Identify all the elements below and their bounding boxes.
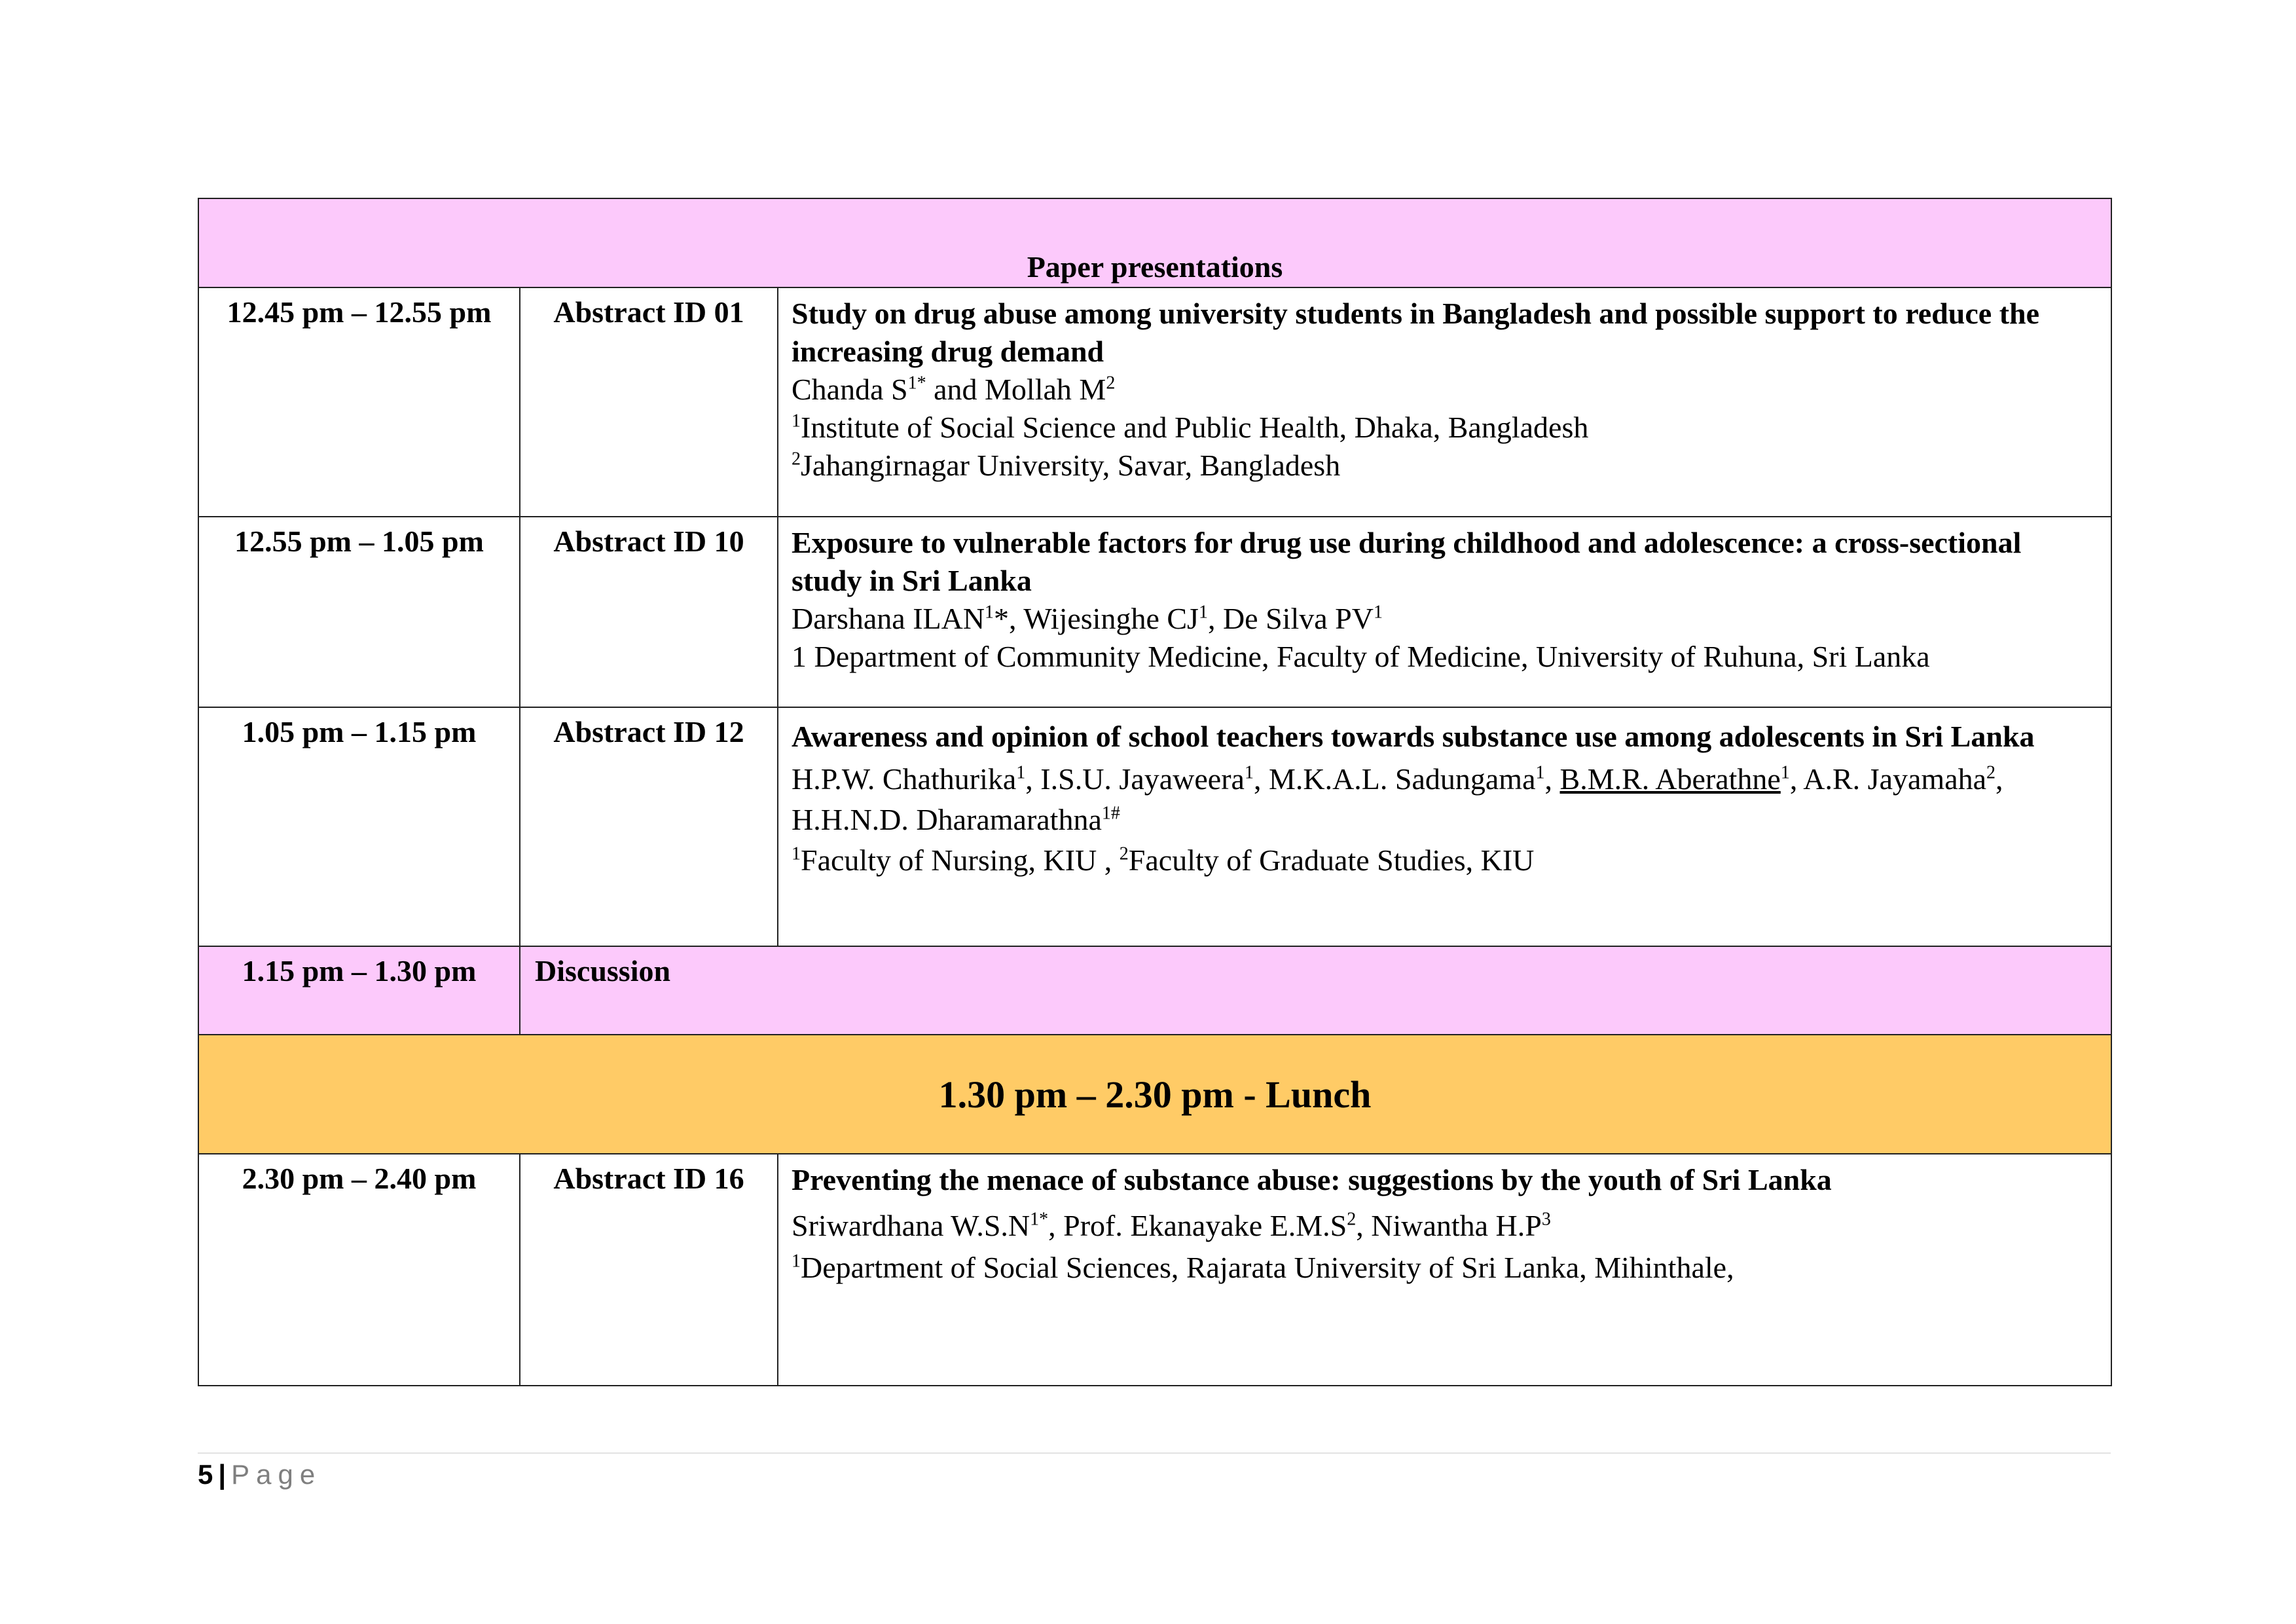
paper-title: Study on drug abuse among university students in Bangladesh and possible support to reduce the increasing drug demand [792,297,2040,368]
session-row [198,517,2111,707]
text-run: , A.R. Jayamaha [1789,762,1987,796]
superscript-marker: 1 [1198,602,1208,623]
underlined-author: B.M.R. Aberathne [1559,762,1781,796]
section-header: Paper presentations [198,198,2111,287]
footer-separator: | [218,1459,227,1490]
text-run: Jahangirnagar University, Savar, Bangladesh [801,449,1341,482]
paper-authors [792,759,2098,840]
superscript-marker: 2 [1986,762,1996,783]
paper-affiliation [792,840,2098,881]
superscript-marker: 1 [1780,762,1790,783]
text-run: Institute of Social Science and Public Health, Dhaka, Bangladesh [801,411,1589,444]
program-table [198,198,2112,1386]
text-run: Darshana ILAN [792,602,985,635]
session-time: 1.05 pm – 1.15 pm [198,707,520,946]
superscript-marker: 1 [792,843,801,864]
paper-affiliation [792,1249,2098,1287]
session-content [778,287,2111,517]
superscript-marker: 1 [1535,762,1545,783]
paper-title: Exposure to vulnerable factors for drug use during childhood and adolescence: a cross-sectional study in Sri Lanka [792,526,2022,597]
text-run: *, Wijesinghe CJ [994,602,1199,635]
session-time: 12.45 pm – 12.55 pm [198,287,520,517]
superscript-marker: 1# [1101,803,1120,824]
text-run: 1 Department of Community Medicine, Faculty of Medicine, University of Ruhuna, Sri Lanka [792,640,1930,673]
discussion-label: Discussion [520,946,2111,1035]
text-run: , H.H.N.D. Dharamarathna [792,762,2003,836]
text-run: Department of Social Sciences, Rajarata University of Sri Lanka, Mihinthale, [801,1251,1734,1284]
page-number: 5 [198,1459,213,1490]
page-word: Page [231,1459,322,1490]
superscript-marker: 1 [1373,602,1383,623]
program-sheet [198,198,2111,1386]
text-run: Chanda S [792,373,908,406]
superscript-marker: 2 [1347,1209,1357,1230]
abstract-id: Abstract ID 12 [520,707,778,946]
paper-affiliation [792,447,2098,485]
text-run: , I.S.U. Jayaweera [1025,762,1245,796]
superscript-marker: 1 [792,1251,801,1272]
paper-title: Preventing the menace of substance abuse: suggestions by the youth of Sri Lanka [792,1163,1832,1196]
lunch-break: 1.30 pm – 2.30 pm - Lunch [198,1035,2111,1154]
text-run: , M.K.A.L. Sadungama [1253,762,1536,796]
text-run: and Mollah M [926,373,1106,406]
session-content [778,707,2111,946]
discussion-row [198,946,2111,1035]
superscript-marker: 1* [907,373,926,394]
footer-divider [198,1452,2111,1454]
superscript-marker: 1 [985,602,994,623]
superscript-marker: 1* [1030,1209,1049,1230]
text-run: , [1544,762,1560,796]
discussion-time: 1.15 pm – 1.30 pm [198,946,520,1035]
paper-authors [792,371,2098,409]
page-footer [198,1459,321,1490]
session-content [778,1154,2111,1386]
section-header-row [198,198,2111,287]
text-run: H.P.W. Chathurika [792,762,1017,796]
paper-authors [792,600,2098,638]
superscript-marker: 3 [1541,1209,1551,1230]
lunch-row [198,1035,2111,1154]
paper-title: Awareness and opinion of school teachers towards substance use among adolescents in Sri Lanka [792,720,2035,753]
text-run: Faculty of Graduate Studies, KIU [1128,843,1535,877]
abstract-id: Abstract ID 10 [520,517,778,707]
session-row [198,1154,2111,1386]
session-row [198,287,2111,517]
abstract-id: Abstract ID 16 [520,1154,778,1386]
paper-affiliation [792,638,2098,676]
session-time: 12.55 pm – 1.05 pm [198,517,520,707]
superscript-marker: 2 [1119,843,1129,864]
superscript-marker: 2 [1106,373,1116,394]
superscript-marker: 1 [792,411,801,432]
session-time: 2.30 pm – 2.40 pm [198,1154,520,1386]
text-run: , De Silva PV [1207,602,1374,635]
paper-authors [792,1207,2098,1245]
superscript-marker: 2 [792,449,801,470]
session-content [778,517,2111,707]
text-run: , Niwantha H.P [1356,1209,1542,1242]
text-run: Faculty of Nursing, KIU , [801,843,1120,877]
session-row [198,707,2111,946]
superscript-marker: 1 [1016,762,1026,783]
abstract-id: Abstract ID 01 [520,287,778,517]
paper-affiliation [792,409,2098,447]
superscript-marker: 1 [1244,762,1254,783]
text-run: , Prof. Ekanayake E.M.S [1048,1209,1347,1242]
text-run: Sriwardhana W.S.N [792,1209,1030,1242]
